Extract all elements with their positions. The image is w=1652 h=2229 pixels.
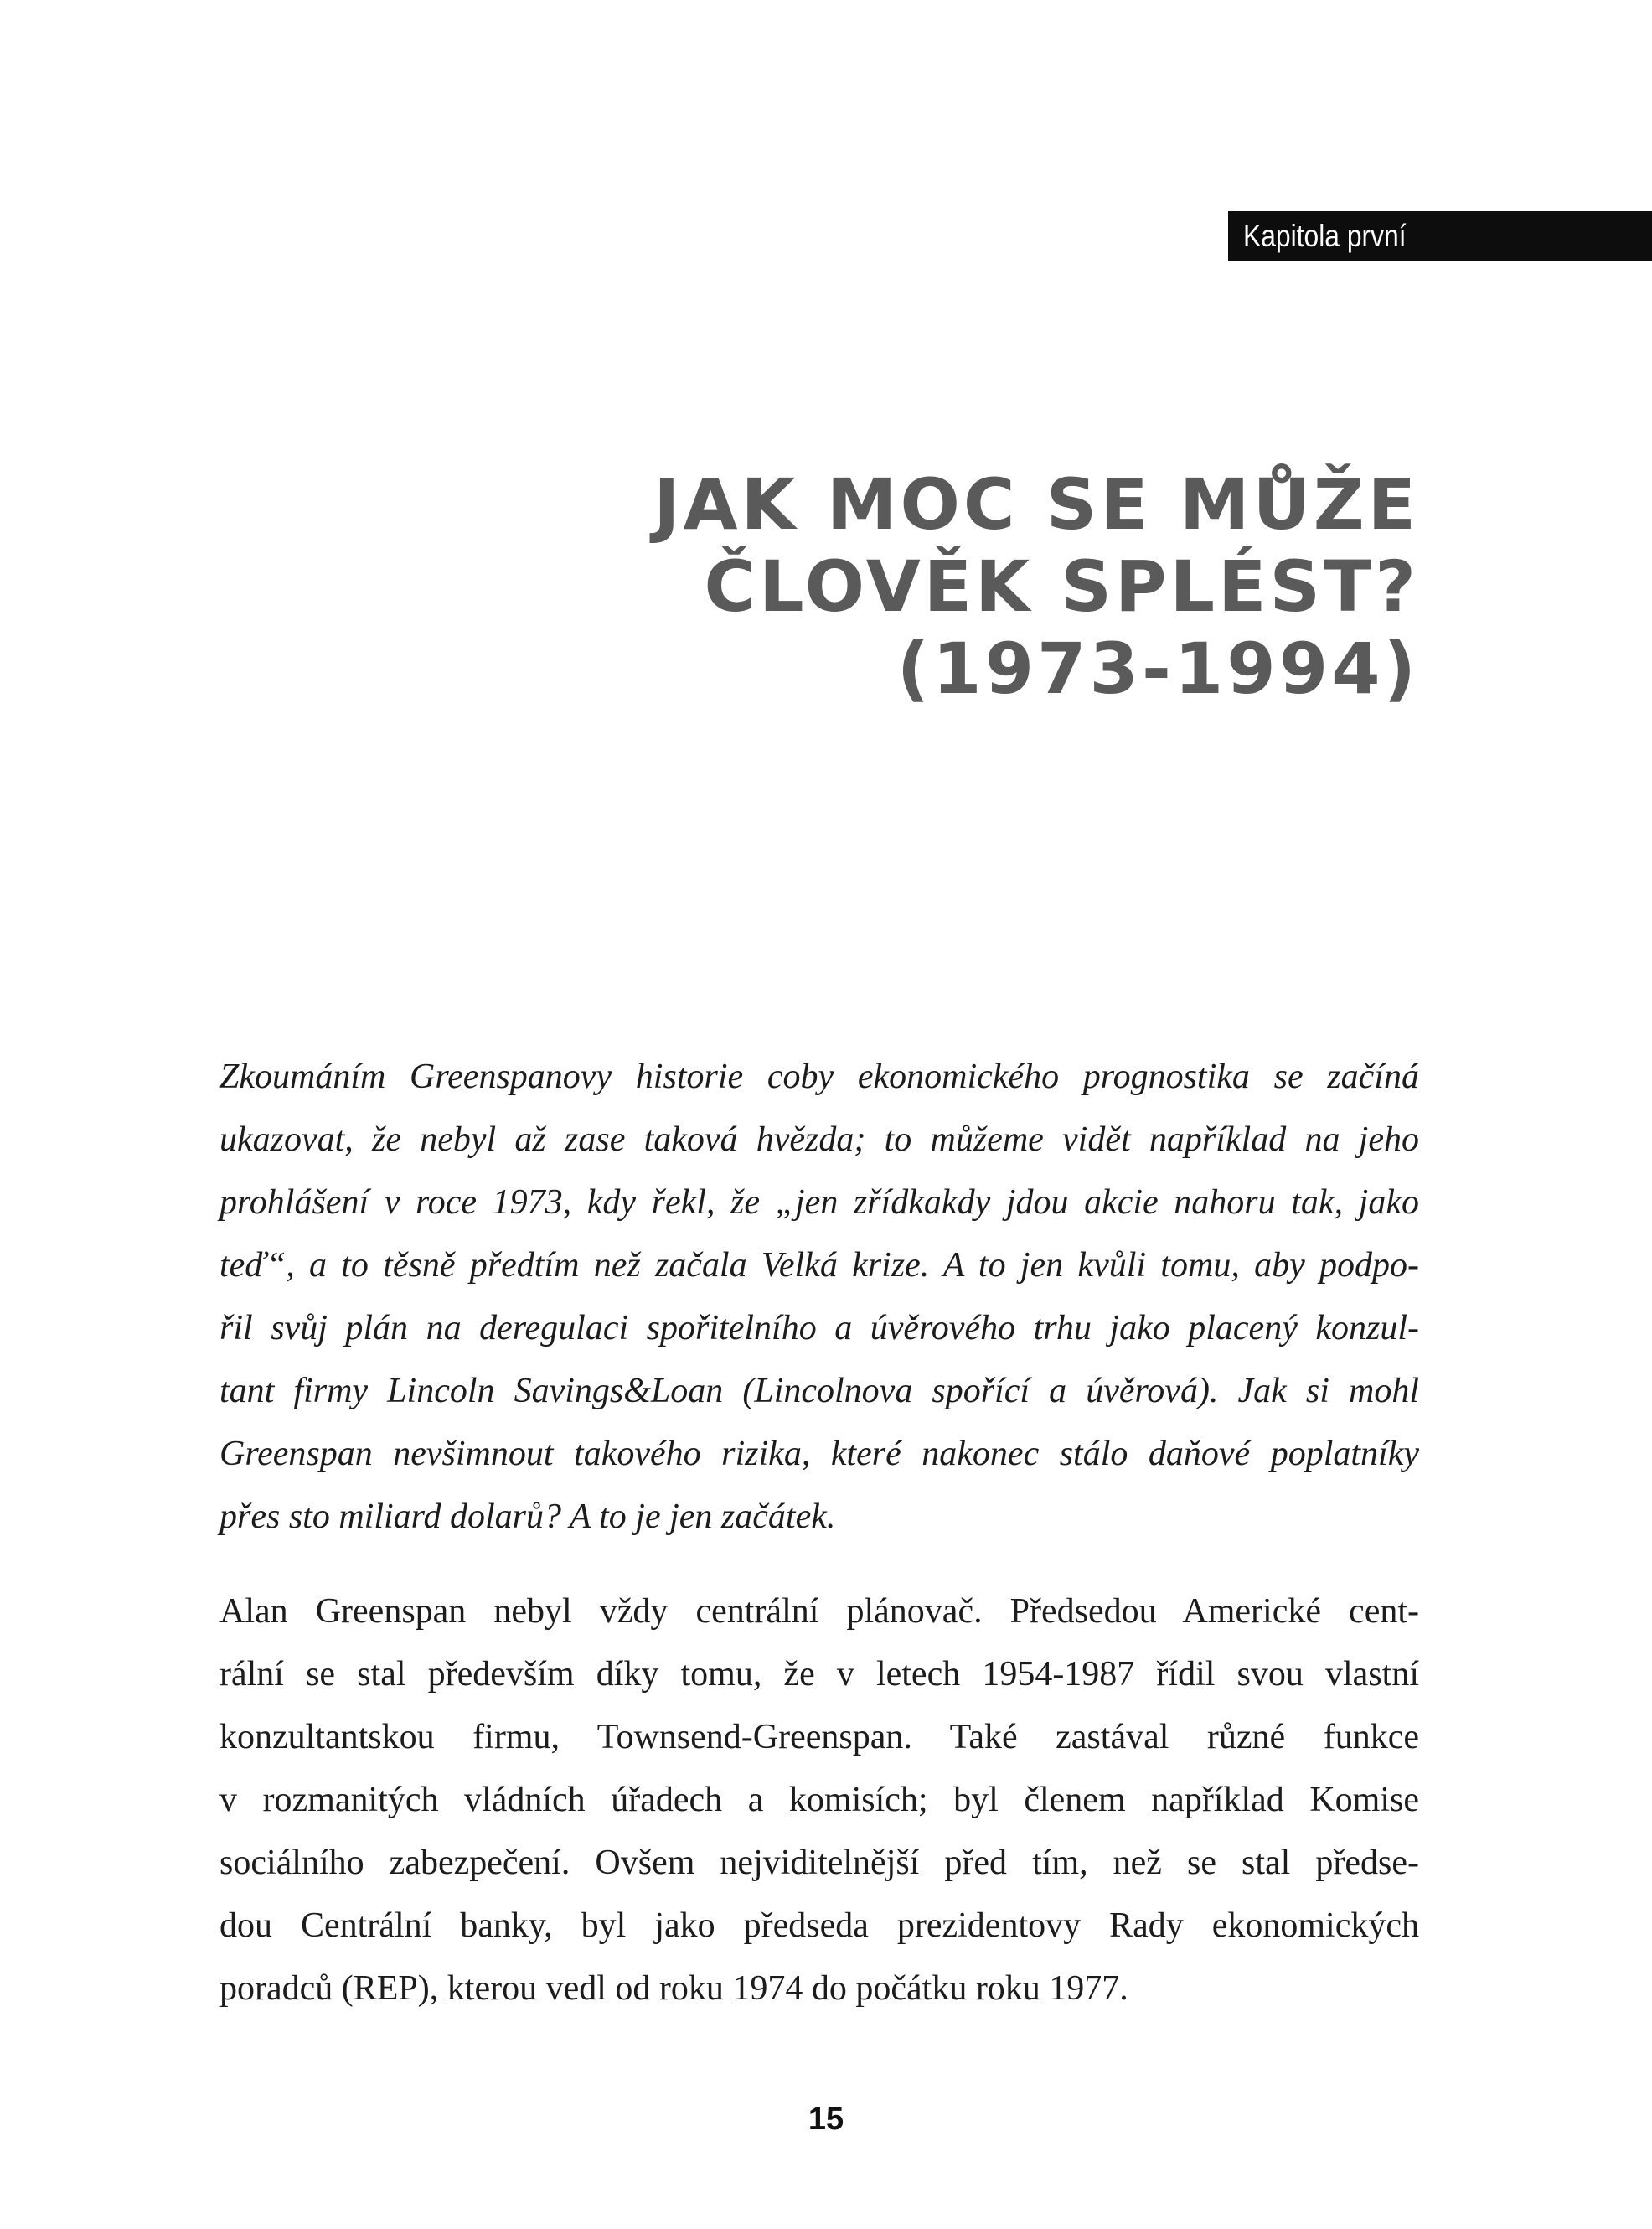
chapter-title <box>581 463 1419 710</box>
body-line: poradců (REP), kterou vedl od roku 1974 do počátku roku 1977. <box>219 1969 1128 2008</box>
chapter-tab <box>1228 211 1652 261</box>
body-paragraph <box>219 1580 1419 2020</box>
intro-line: teď“, a to těsně předtím než začala Velká krize. A to jen kvůli tomu, aby podpo- <box>219 1246 1419 1285</box>
body-line: konzultantskou firmu, Townsend-Greenspan. Také zastával různé funkce <box>219 1718 1419 1756</box>
intro-line: Zkoumáním Greenspanovy historie coby ekonomického prognostika se začíná <box>219 1058 1419 1096</box>
chapter-label: Kapitola první <box>1243 219 1407 253</box>
chapter-title-line: ČLOVĚK SPLÉST? <box>704 546 1419 628</box>
body-text <box>219 1046 1419 2020</box>
chapter-title-line: JAK MOC SE MŮŽE <box>653 463 1419 546</box>
intro-line: Greenspan nevšimnout takového rizika, které nakonec stálo daňové poplatníky <box>219 1435 1419 1473</box>
intro-line: ukazovat, že nebyl až zase taková hvězda; to můžeme vidět například na jeho <box>219 1120 1419 1159</box>
intro-line: řil svůj plán na deregulaci spořitelního a úvěrového trhu jako placený konzul- <box>219 1309 1419 1347</box>
body-line: sociálního zabezpečení. Ovšem nejviditelnější před tím, než se stal předse- <box>219 1844 1419 1882</box>
body-line: dou Centrální banky, byl jako předseda prezidentovy Rady ekonomických <box>219 1906 1419 1945</box>
intro-line: tant firmy Lincoln Savings&Loan (Lincolnova spořící a úvěrová). Jak si mohl <box>219 1372 1419 1410</box>
chapter-title-line: (1973-1994) <box>896 628 1419 710</box>
intro-line: přes sto miliard dolarů? A to je jen začátek. <box>219 1497 836 1536</box>
page-number: 15 <box>808 2102 844 2137</box>
body-line: rální se stal především díky tomu, že v letech 1954-1987 řídil svou vlastní <box>219 1655 1419 1694</box>
body-line: v rozmanitých vládních úřadech a komisích; byl členem například Komise <box>219 1781 1419 1819</box>
intro-line: prohlášení v roce 1973, kdy řekl, že „jen zřídkakdy jdou akcie nahoru tak, jako <box>219 1183 1419 1222</box>
body-line: Alan Greenspan nebyl vždy centrální plánovač. Předsedou Americké cent- <box>219 1592 1419 1631</box>
intro-paragraph <box>219 1046 1419 1549</box>
